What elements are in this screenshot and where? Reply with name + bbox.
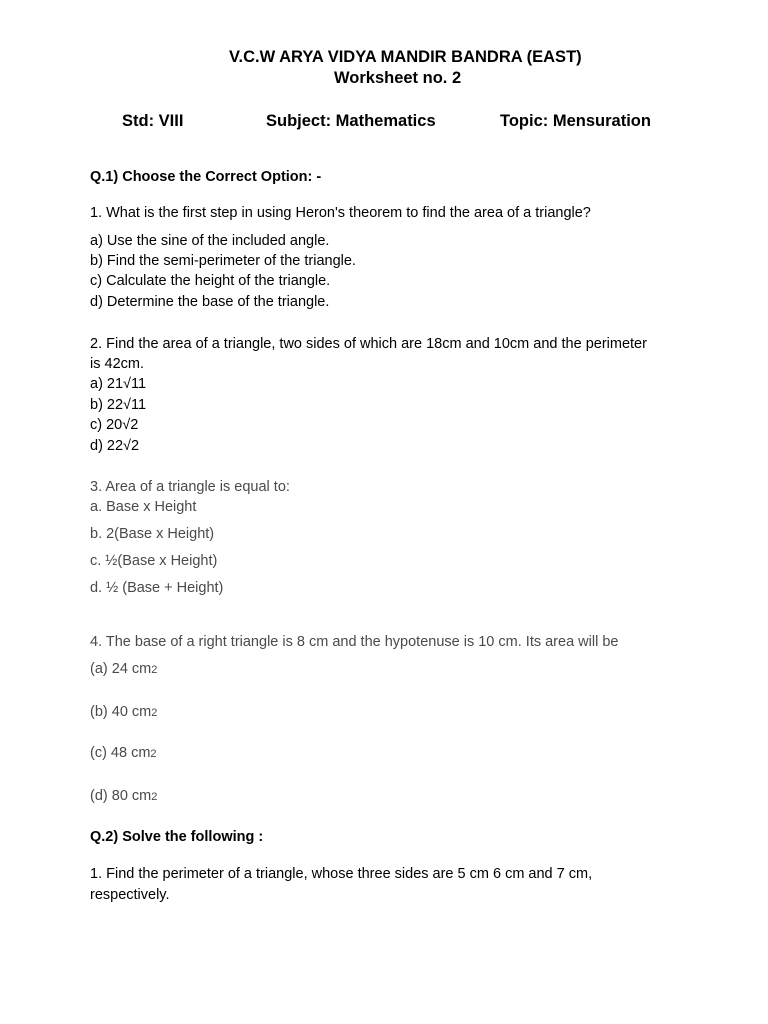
q1-1-option-b: b) Find the semi-perimeter of the triangle. bbox=[90, 253, 356, 269]
q2-heading: Q.2) Solve the following : bbox=[90, 829, 264, 845]
q1-2-option-b: b) 22√11 bbox=[90, 397, 147, 413]
school-name: V.C.W ARYA VIDYA MANDIR BANDRA (EAST) bbox=[229, 48, 582, 66]
q1-4-option-c: (c) 48 cm2 bbox=[90, 745, 157, 761]
topic-label: Topic: Mensuration bbox=[500, 112, 651, 130]
q1-4-question: 4. The base of a right triangle is 8 cm and the hypotenuse is 10 cm. Its area will be bbox=[90, 634, 619, 650]
q1-4-option-a: (a) 24 cm2 bbox=[90, 661, 158, 677]
q2-1-question-line2: respectively. bbox=[90, 887, 170, 903]
q1-4-option-d: (d) 80 cm2 bbox=[90, 788, 158, 804]
q1-3-option-b: b. 2(Base x Height) bbox=[90, 526, 215, 542]
unit-exponent: 2 bbox=[151, 707, 158, 719]
q1-2-question-line2: is 42cm. bbox=[90, 356, 144, 372]
q1-2-option-c: c) 20√2 bbox=[90, 417, 139, 433]
q1-1-option-a: a) Use the sine of the included angle. bbox=[90, 233, 330, 249]
q1-1-option-d: d) Determine the base of the triangle. bbox=[90, 294, 330, 310]
unit-exponent: 2 bbox=[151, 791, 158, 803]
standard-label: Std: VIII bbox=[122, 112, 184, 130]
q1-3-option-a: a. Base x Height bbox=[90, 499, 197, 515]
q1-heading: Q.1) Choose the Correct Option: - bbox=[90, 169, 322, 185]
unit-exponent: 2 bbox=[150, 748, 157, 760]
subject-label: Subject: Mathematics bbox=[266, 112, 436, 130]
unit-exponent: 2 bbox=[151, 664, 158, 676]
q1-2-option-a: a) 21√11 bbox=[90, 376, 147, 392]
q1-3-option-c: c. ½(Base x Height) bbox=[90, 553, 218, 569]
q1-2-question-line1: 2. Find the area of a triangle, two sides of which are 18cm and 10cm and the perimeter bbox=[90, 336, 647, 352]
q1-4-option-b: (b) 40 cm2 bbox=[90, 704, 158, 720]
q2-1-question-line1: 1. Find the perimeter of a triangle, whose three sides are 5 cm 6 cm and 7 cm, bbox=[90, 866, 593, 882]
q1-1-question: 1. What is the first step in using Heron's theorem to find the area of a triangle? bbox=[90, 205, 591, 221]
q1-3-question: 3. Area of a triangle is equal to: bbox=[90, 479, 290, 495]
q1-2-option-d: d) 22√2 bbox=[90, 438, 140, 454]
worksheet-number: Worksheet no. 2 bbox=[334, 69, 462, 87]
q1-3-option-d: d. ½ (Base + Height) bbox=[90, 580, 224, 596]
q1-1-option-c: c) Calculate the height of the triangle. bbox=[90, 273, 331, 289]
